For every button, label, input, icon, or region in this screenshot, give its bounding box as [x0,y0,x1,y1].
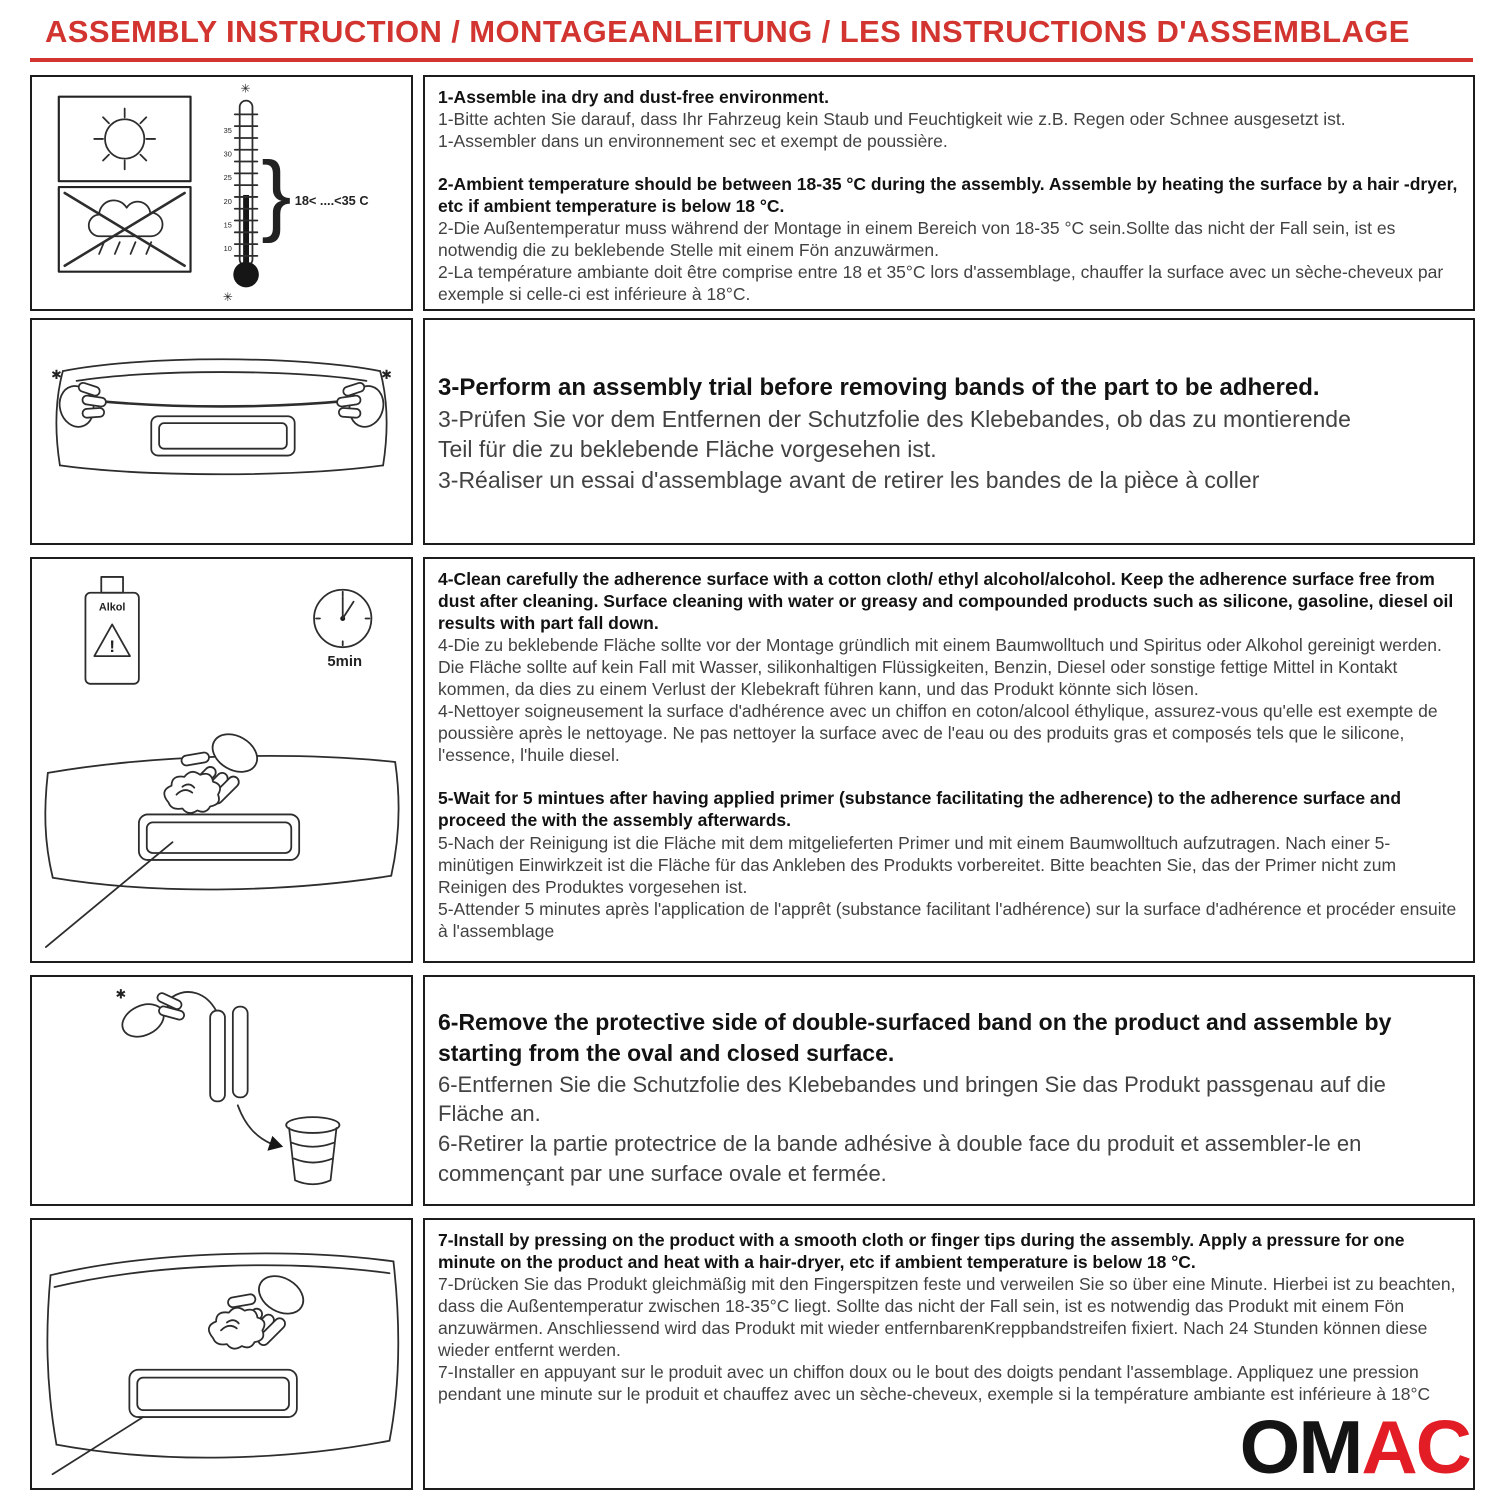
svg-text:35: 35 [223,126,232,136]
svg-text:15: 15 [223,220,232,230]
illustration-environment-box [30,75,413,311]
step-6-en: 6-Remove the protective side of double-surfaced band on the product and assemble by starting from the oval and closed surface. [438,1009,1392,1067]
step-7-fr: 7-Installer en appuyant sur le produit avec un chiffon doux ou le bout des doigts pendant l'assemblage. Appliquez une pression pendant une minute sur le produit et chauffez avec un sèche-cheveux, exemple si la température ambiante est inférieure à 18°C [438,1362,1431,1405]
step-4-en: 4-Clean carefully the adherence surface with a cotton cloth/ ethyl alcohol/alcohol. Keep the adherence surface free from dust after cleaning. Surface cleaning with water or greasy and compounded products such as silicone, gasoline, diesel oil results with part fall down. [438,569,1454,634]
left-hand-icon [51,367,106,431]
svg-text:!: ! [109,637,115,657]
illustration-press-box [30,1218,413,1490]
step-7-en: 7-Install by pressing on the product with a smooth cloth or finger tips during the assembly. Apply a pressure for one minute on the product and heat with a hair-dryer, etc if ambient temperature is below 18 °C. [438,1230,1405,1273]
sun-icon [94,108,155,169]
svg-text:✱: ✱ [381,366,392,382]
section-3-text [423,318,1475,545]
no-rain-icon [65,193,185,266]
step-7-de: 7-Drücken Sie das Produkt gleichmäßig mit den Fingerspitzen feste und verweilen Sie so über eine Minute. Hierbei ist zu beachten, dass die Außentemperatur zwischen 18-35°C liegt. Sollte das nicht der Fall sein, ist es notwendig das Produkt mit einem Fön anzuwärmen. Anschliessend wird das Produkt mit wieder entfernbarenKreppbandstreifen fixiert. Nach 24 Stunden können diese wieder entfernt werden. [438,1274,1456,1361]
step-3-en: 3-Perform an assembly trial before removing bands of the part to be adhered. [438,374,1320,401]
step-5-en: 5-Wait for 5 mintues after having applied primer (substance facilitating the adherence) to the adherence surface and proceed the with the assembly afterwards. [438,788,1402,831]
illustration-trial-box [30,318,413,545]
svg-text:✳: ✳ [240,82,251,96]
step-5-fr: 5-Attender 5 minutes après l'application de l'apprêt (substance facilitant l'adhérence) sur la surface d'adhérence et procéder ensuite à l'assemblage [438,898,1457,941]
trunk-panel-outline [56,359,386,474]
peel-band-trash-illustration [32,977,411,1204]
step-2-de: 2-Die Außentemperatur muss während der Montage in einem Bereich von 18-35 °C sein.Sollte das nicht der Fall sein, ist es notwendig die zu beklebende Stelle mit einem Fön anzuwärmen. [438,218,1396,261]
section-1-2-text [423,75,1475,311]
warning-triangle-icon [94,624,130,656]
hands-pulling-band-illustration [32,320,411,543]
svg-text:25: 25 [223,173,232,183]
clock-icon [314,590,371,670]
step-3-de: 3-Prüfen Sie vor dem Entfernen der Schutzfolie des Klebebandes, ob das zu montierende Teil für die zu beklebende Fläche vorgesehen ist. [438,405,1351,463]
step-1-fr: 1-Assembler dans un environnement sec et exempt de poussière. [438,131,948,152]
panel-outline [47,1253,398,1474]
wiping-hand-icon [164,727,264,813]
environment-temperature-illustration [32,77,411,309]
svg-text:Alkol: Alkol [98,601,126,614]
step-1-de: 1-Bitte achten Sie darauf, dass Ihr Fahrzeug kein Staub und Feuchtigkeit wie z.B. Regen oder Schnee ausgesetzt ist. [438,109,1346,130]
step-4-fr: 4-Nettoyer soigneusement la surface d'adhérence avec un chiffon en coton/alcool éthylique, assurez-vous qu'elle est exempte de poussière après le nettoyage. Ne pas nettoyer la surface avec de l'eau ou des produits gras et composés tels que le silicone, l'essence, l'huile diesel. [438,701,1438,766]
title-underline [30,58,1473,62]
logo-text-black: OM [1239,1404,1362,1490]
page-title: ASSEMBLY INSTRUCTION / MONTAGEANLEITUNG / LES INSTRUCTIONS D'ASSEMBLAGE [45,14,1410,49]
cleaning-illustration [32,559,411,961]
svg-text:✱: ✱ [51,366,62,382]
step-4-de: 4-Die zu beklebende Fläche sollte vor der Montage gründlich mit einem Baumwolltuch und Spiritus oder Alkohol gereinigt werden. Die Fläche sollte auf kein Fall mit Wasser, silikonhaltigen Flüssigkeiten, Benzin, Diesel oder sonstige fettige Mittel in Kontakt kommen, da dies zu einem Verlust der Klebekraft führen kann, und das Produkt könnte sich lösen. [438,635,1442,700]
section-6-text [423,975,1475,1206]
step-2-fr: 2-La température ambiante doit être comprise entre 18 et 35°C lors d'assemblage, chauffer la surface avec un sèche-cheveux par exemple si celle-ci est inférieure à 18°C. [438,262,1444,305]
step-3-fr: 3-Réaliser un essai d'assemblage avant de retirer les bandes de la pièce à coller [438,467,1260,494]
clock-duration-label: 5min [327,653,363,670]
step-1-en: 1-Assemble ina dry and dust-free environment. [438,87,829,107]
svg-text:✳: ✳ [222,291,233,305]
illustration-cleaning-box [30,557,413,963]
alcohol-bottle-icon [85,577,138,684]
trash-can-icon [286,1117,339,1184]
step-6-fr: 6-Retirer la partie protectrice de la bande adhésive à double face du produit et assembler-le en commençant par une surface ovale et fermée. [438,1131,1362,1187]
illustration-peel-box [30,975,413,1206]
step-6-de: 6-Entfernen Sie die Schutzfolie des Klebebandes und bringen Sie das Produkt passgenau auf die Fläche an. [438,1071,1386,1127]
thermometer-icon [223,83,369,304]
step-5-de: 5-Nach der Reinigung ist die Fläche mit dem mitgelieferten Primer und mit einem Baumwolltuch aufzutragen. Nach einer 5-minütigen Einwirkzeit ist die Fläche für das Ankleben des Produkts vorbereitet. Bitte beachten Sie, das der Primer nicht zum Reinigen des Produktes vorgesehen ist. [438,832,1397,897]
svg-text:10: 10 [223,244,232,253]
pressing-hand-icon [209,1269,310,1349]
pressing-hand-illustration [32,1220,411,1488]
right-hand-icon [336,367,391,431]
temperature-range-label: 18< ....<35 C [294,192,369,208]
adhesive-band [92,401,350,407]
svg-text:}: } [261,143,292,245]
section-4-5-text [423,557,1475,963]
svg-text:20: 20 [223,196,232,206]
svg-text:✱: ✱ [115,986,127,1002]
step-2-en: 2-Ambient temperature should be between 18-35 °C during the assembly. Assemble by heating the surface by a hair -dryer, etc if ambient temperature is below 18 °C. [438,174,1458,217]
omac-logo [1239,1404,1470,1490]
svg-text:30: 30 [223,149,232,159]
discard-arrow-icon [238,1105,283,1150]
logo-text-red: AC [1361,1404,1470,1490]
